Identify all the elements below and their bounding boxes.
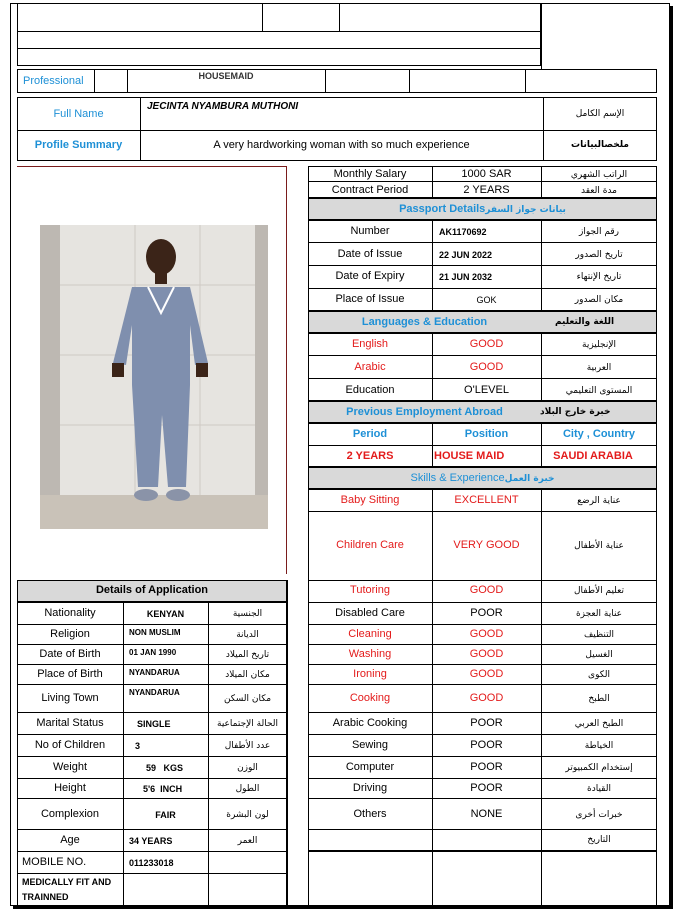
skill-tutoring-ar: تعليم الأطفال [573,586,625,596]
religion-label: Religion [50,628,90,640]
skill-washing-label: Washing [348,648,392,660]
skill-cleaning-value: GOOD [469,628,504,640]
skill-arabic-cooking-ar: الطبخ العربي [574,719,624,729]
languages-title: Languages & Education [361,316,488,328]
skill-driving-ar: القيادة [587,784,611,794]
children-value: 3 [135,741,141,751]
height-ar: الطول [235,784,260,794]
english-label: English [351,338,389,350]
skill-cleaning-ar: التنظيف [583,630,615,640]
nationality-ar: الجنسية [232,609,263,619]
dob-value: 01 JAN 1990 [129,648,177,657]
skill-washing-ar: الغسيل [585,650,613,660]
skill-arabic-cooking-value: POOR [470,717,503,729]
skill-sewing-label: Sewing [351,739,389,751]
professional-label: Professional [23,75,84,87]
skill-ironing-ar: الكوى [588,670,610,680]
skills-title-ar: خبرة العمل [504,474,555,484]
passport-title-en: Passport Details [399,203,486,215]
professional-row [17,69,657,93]
skill-cleaning-label: Cleaning [348,628,392,640]
age-value: 34 YEARS [129,836,173,846]
contract-period-ar: مدة العقد [581,186,617,196]
monthly-salary-value: 1000 SAR [461,168,512,180]
passport-number-value: AK1170692 [439,227,487,237]
education-value: O'LEVEL [464,384,509,396]
dob-ar: تاريخ الميلاد [225,650,270,660]
skill-sewing-value: POOR [470,739,503,751]
candidate-photo [40,225,268,529]
medical-line1: MEDICALLY FIT AND [22,877,112,887]
complexion-value: FAIR [155,810,176,820]
position-header: Position [464,428,509,440]
arabic-label: Arabic [354,361,386,373]
skill-computer-label: Computer [345,761,395,773]
skill-children-care-label: Children Care [336,539,404,551]
mobile-value: 011233018 [129,858,174,868]
skill-computer-value: POOR [470,761,503,773]
arabic-ar: العربية [586,363,612,373]
passport-title-ar: بيانات جواز السفر [485,205,566,215]
skill-disabled-care-value: POOR [470,607,503,619]
age-label: Age [60,834,80,846]
education-label: Education [345,384,395,396]
profile-summary-label: Profile Summary [34,139,123,151]
place-of-issue-ar: مكان الصدور [574,295,624,305]
marital-status-value: SINGLE [137,719,171,729]
place-of-issue-label: Place of Issue [335,293,405,305]
skill-baby-sitting-ar: عناية الرضع [577,496,621,506]
date-ar: التاريخ [587,835,611,845]
period-header: Period [352,428,388,440]
skill-computer-ar: إستخدام الكمبيوتر [565,763,633,773]
skill-ironing-value: GOOD [469,668,504,680]
position-value: HOUSEMAID [198,71,254,81]
date-of-issue-label: Date of Issue [337,248,403,260]
skill-ironing-label: Ironing [353,668,387,680]
skill-children-care-value: VERY GOOD [453,539,520,551]
skill-tutoring-label: Tutoring [350,584,390,596]
date-of-issue-ar: تاريخ الصدور [575,250,623,260]
children-label: No of Children [34,739,106,751]
date-of-issue-value: 22 JUN 2022 [439,250,493,260]
education-ar: المستوى التعليمي [565,386,633,396]
skill-baby-sitting-label: Baby Sitting [340,494,400,506]
profile-summary-value: A very hardworking woman with so much experience [213,139,470,151]
monthly-salary-label: Monthly Salary [333,168,407,180]
country-header: City , Country [562,428,636,440]
marital-status-ar: الحالة الإجتماعية [217,719,278,729]
top-header-grid [17,3,541,66]
religion-ar: الديانة [236,630,259,640]
skill-cooking-label: Cooking [349,692,391,704]
contract-period-value: 2 YEARS [463,184,510,196]
application-title: Details of Application [95,584,209,596]
date-of-expiry-ar: تاريخ الإنتهاء [576,272,622,282]
languages-title-ar: اللغة والتعليم [555,317,615,327]
skill-cooking-value: GOOD [469,692,504,704]
weight-ar: الوزن [237,763,258,773]
arabic-value: GOOD [469,361,504,373]
bottom-right-empty [308,851,657,906]
english-value: GOOD [469,338,504,350]
full-name-value: JECINTA NYAMBURA MUTHONI [147,101,299,112]
living-town-value: NYANDARUA [129,688,180,697]
skill-disabled-care-ar: عناية العجزة [575,609,623,619]
english-ar: الإنجليزية [582,340,616,350]
date-of-expiry-label: Date of Expiry [335,270,405,282]
skill-sewing-ar: الخياطة [584,741,614,751]
skill-arabic-cooking-label: Arabic Cooking [332,717,408,729]
profile-summary-ar: ملخصالبيانات [571,140,629,150]
children-ar: عدد الأطفال [224,741,271,751]
full-name-label: Full Name [53,108,104,120]
skill-baby-sitting-value: EXCELLENT [454,494,519,506]
living-town-ar: مكان السكن [223,694,272,704]
marital-status-label: Marital Status [36,717,104,729]
height-label: Height [54,782,86,794]
contract-period-label: Contract Period [331,184,409,196]
country-value: SAUDI ARABIA [553,450,633,462]
skill-driving-value: POOR [470,782,503,794]
weight-value: 59 KGS [146,763,184,773]
position-value-employment: HOUSE MAID [434,450,505,462]
skill-children-care-ar: عناية الأطفال [574,541,624,551]
passport-number-label: Number [350,225,390,237]
dob-label: Date of Birth [39,648,101,660]
religion-value: NON MUSLIM [129,628,181,637]
skill-driving-label: Driving [352,782,388,794]
passport-title [308,203,657,217]
place-of-birth-ar: مكان الميلاد [225,670,270,680]
monthly-salary-ar: الراتب الشهري [570,170,628,180]
age-ar: العمر [237,836,258,846]
place-of-birth-value: NYANDARUA [129,668,180,677]
full-name-ar: الإسم الكامل [575,109,625,119]
period-value: 2 YEARS [346,450,394,462]
weight-label: Weight [52,761,88,773]
skills-title [308,472,657,486]
passport-number-ar: رقم الجواز [578,227,620,237]
living-town-label: Living Town [41,692,99,704]
date-of-expiry-value: 21 JUN 2032 [439,272,493,282]
medical-line2: TRAINNED [22,892,69,902]
complexion-label: Complexion [40,808,100,820]
height-value: 5'6 INCH [143,784,183,794]
complexion-ar: لون البشرة [226,810,269,820]
skill-others-ar: خبرات أخرى [575,810,623,820]
skill-cooking-ar: الطبخ [588,694,610,704]
nationality-value: KENYAN [146,609,185,619]
nationality-label: Nationality [44,607,96,619]
skill-tutoring-value: GOOD [469,584,504,596]
skill-others-value: NONE [470,808,503,820]
skill-disabled-care-label: Disabled Care [335,607,405,619]
place-of-birth-label: Place of Birth [37,668,103,680]
skills-title-en: Skills & Experience [410,472,505,484]
place-of-issue-value: GOK [476,295,497,305]
skill-others-label: Others [353,808,387,820]
skill-washing-value: GOOD [469,648,504,660]
employment-title-ar: خبرة خارج البلاد [540,407,611,417]
mobile-label: MOBILE NO. [22,856,87,868]
employment-title: Previous Employment Abroad [346,406,503,418]
